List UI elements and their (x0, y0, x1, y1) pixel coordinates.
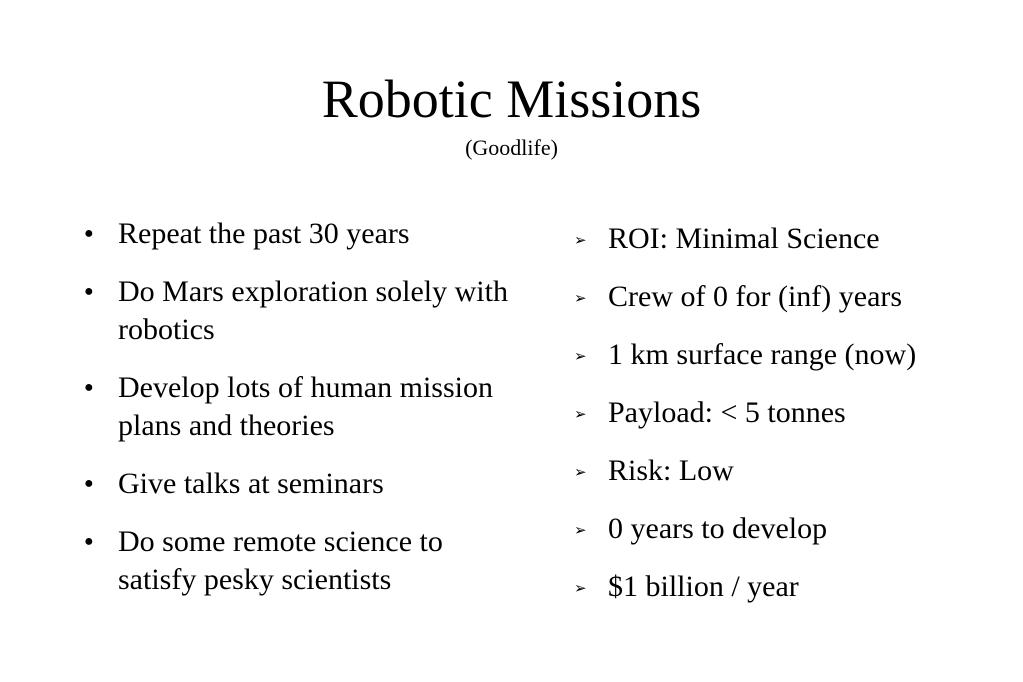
list-item-text: Crew of 0 for (inf) years (608, 280, 903, 313)
list-item (84, 523, 514, 599)
list-item (574, 568, 1014, 606)
list-item-text: 1 km surface range (now) (608, 338, 917, 371)
bullet-dot-icon: ● (84, 379, 94, 396)
list-item (574, 510, 1014, 548)
list-item (574, 394, 1014, 432)
arrow-bullet-icon: ➢ (574, 233, 587, 249)
bullet-dot-icon: ● (84, 225, 94, 242)
bullet-dot-icon: ● (84, 283, 94, 300)
slide-subtitle: (Goodlife) (465, 135, 558, 160)
arrow-bullet-icon: ➢ (574, 291, 587, 307)
list-item-text: Do Mars exploration solely with robotics (118, 275, 508, 346)
list-item-text: Give talks at seminars (118, 467, 384, 500)
arrow-bullet-icon: ➢ (574, 523, 587, 539)
list-item-text: Payload: < 5 tonnes (608, 396, 846, 429)
list-item (84, 369, 514, 445)
list-item-text: Repeat the past 30 years (118, 217, 410, 250)
list-item (84, 273, 514, 349)
list-item (84, 465, 514, 503)
list-item (574, 336, 1014, 374)
bullet-dot-icon: ● (84, 533, 94, 550)
arrow-bullet-icon: ➢ (574, 349, 587, 365)
arrow-bullet-icon: ➢ (574, 407, 587, 423)
list-item (574, 452, 1014, 490)
list-item-text: Develop lots of human mission plans and theories (118, 371, 493, 442)
bullet-dot-icon: ● (84, 475, 94, 492)
arrow-bullet-icon: ➢ (574, 465, 587, 481)
list-item-text: $1 billion / year (608, 570, 799, 603)
list-item-text: Risk: Low (608, 454, 734, 487)
list-item-text: 0 years to develop (608, 512, 828, 545)
slide-title: Robotic Missions (321, 69, 702, 129)
list-item-text: ROI: Minimal Science (608, 222, 880, 255)
list-item (84, 215, 514, 253)
list-item-text: Do some remote science to satisfy pesky scientists (118, 525, 443, 596)
list-item (574, 220, 1014, 258)
arrow-bullet-icon: ➢ (574, 581, 587, 597)
right-bullet-list (574, 220, 1014, 626)
left-bullet-list (84, 215, 514, 619)
list-item (574, 278, 1014, 316)
